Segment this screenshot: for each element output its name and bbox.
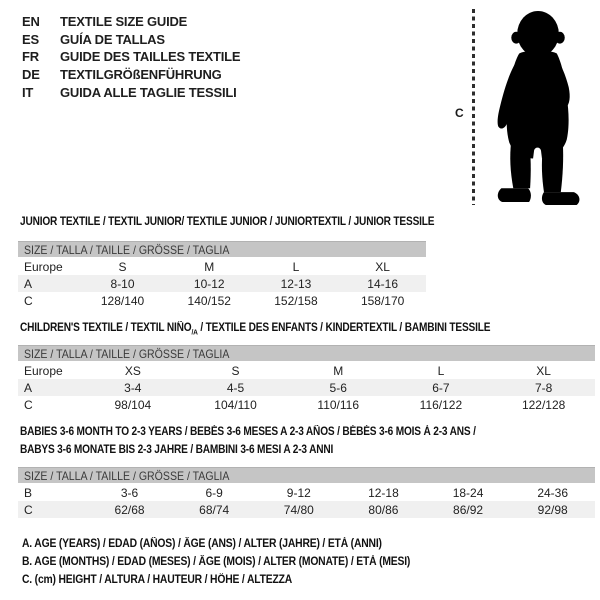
measurement-legend [22, 538, 453, 592]
children-title-pre: CHILDREN'S TEXTILE / TEXTIL NIÑO [20, 322, 192, 334]
row-label: C [24, 502, 33, 517]
junior-section-title [20, 216, 434, 228]
language-row-es [22, 31, 240, 49]
table-cell: 104/110 [214, 397, 257, 412]
table-cell: 158/170 [360, 293, 405, 308]
language-row-fr [22, 48, 240, 66]
size-header-text: SIZE / TALLA / TAILLE / GRÖSSE / TAGLIA [24, 469, 230, 483]
row-label: C [24, 293, 33, 308]
table-cell: 6-7 [432, 380, 450, 395]
row-label: A [24, 380, 33, 395]
table-cell: 3-4 [124, 380, 142, 395]
table-cell: 80/86 [368, 502, 399, 517]
table-cell: 62/68 [114, 502, 145, 517]
size-header-bar [18, 467, 595, 483]
table-cell: 4-5 [226, 380, 245, 395]
babies-section-title-line1 [20, 426, 476, 438]
babies-table-body [18, 484, 595, 518]
language-label: TEXTILE SIZE GUIDE [60, 14, 188, 30]
children-table-body [18, 362, 595, 413]
size-header-bar [18, 345, 595, 361]
language-label: GUÍA DE TALLAS [60, 31, 165, 47]
table-cell: 116/122 [419, 397, 463, 412]
table-cell: 8-10 [110, 276, 135, 291]
legend-line-c: C. (cm) HEIGHT / ALTURA / HAUTEUR / HÖHE / ALTEZZA [22, 574, 293, 586]
legend-line-b: B. AGE (MONTHS) / EDAD (MESES) / ÂGE (MOIS) / ALTER (MONATE) / ETÀ (MESI) [22, 556, 411, 568]
language-code: IT [22, 84, 34, 100]
children-size-table [18, 345, 595, 413]
table-cell: 92/98 [537, 502, 568, 517]
table-row-age [18, 379, 595, 396]
junior-size-table [18, 241, 426, 309]
language-label: GUIDA ALLE TAGLIE TESSILI [60, 84, 237, 100]
table-cell: L [437, 363, 445, 378]
language-title-list [22, 13, 240, 101]
table-cell: 128/140 [100, 293, 145, 308]
table-cell: 12-13 [280, 276, 312, 291]
table-cell: 68/74 [199, 502, 230, 517]
language-code: DE [22, 67, 40, 83]
table-cell: S [118, 259, 127, 274]
table-cell: 110/116 [317, 397, 360, 412]
children-title-post: / TEXTILE DES ENFANTS / KINDERTEXTIL / BAMBINI TESSILE [197, 322, 491, 334]
babies-size-table [18, 467, 595, 518]
table-cell: 5-6 [329, 380, 347, 395]
height-measure-dashed-line [472, 9, 475, 205]
toddler-silhouette-icon [483, 8, 598, 208]
table-cell: 74/80 [283, 502, 314, 517]
children-section-title [20, 322, 490, 336]
babies-title-text-line2: BABYS 3-6 MONATE BIS 2-3 JAHRE / BAMBINI 3-6 MESI A 2-3 ANNI [20, 444, 334, 456]
table-cell: L [292, 259, 300, 274]
row-label: Europe [24, 259, 63, 274]
language-row-en [22, 13, 240, 31]
table-cell: XL [536, 363, 551, 378]
table-cell: 9-12 [286, 485, 311, 500]
table-cell: 3-6 [120, 485, 139, 500]
table-cell: 12-18 [368, 485, 399, 500]
table-row-height [18, 396, 595, 413]
table-cell: M [333, 363, 344, 378]
junior-title-text: JUNIOR TEXTILE / TEXTIL JUNIOR/ TEXTILE JUNIOR / JUNIORTEXTIL / JUNIOR TESSILE [20, 216, 435, 228]
table-row-height [18, 501, 595, 518]
row-label: B [24, 485, 33, 500]
babies-title-text-line1: BABIES 3-6 MONTH TO 2-3 YEARS / BEBÉS 3-6 MESES A 2-3 AÑOS / BÉBÉS 3-6 MOIS À 2-3 ANS / [20, 426, 476, 438]
size-header-text: SIZE / TALLA / TAILLE / GRÖSSE / TAGLIA [24, 347, 230, 361]
table-cell: 140/152 [187, 293, 231, 308]
language-row-it [22, 83, 240, 101]
babies-section-title-line2 [20, 444, 333, 456]
children-title-subscript: /A [191, 327, 198, 337]
language-row-de [22, 66, 240, 84]
table-cell: 86/92 [453, 502, 484, 517]
height-measure-label: C [455, 106, 464, 120]
table-cell: 6-9 [205, 485, 223, 500]
language-label: TEXTILGRÖßENFÜHRUNG [60, 67, 222, 83]
table-cell: XS [124, 363, 141, 378]
table-row-europe [18, 258, 426, 275]
table-cell: 18-24 [452, 485, 484, 500]
size-header-bar [18, 241, 426, 257]
row-label: Europe [24, 363, 63, 378]
table-cell: 152/158 [274, 293, 318, 308]
table-cell: 24-36 [537, 485, 569, 500]
language-code: ES [22, 31, 39, 47]
table-cell: 14-16 [367, 276, 398, 291]
language-code: FR [22, 49, 39, 65]
table-cell: 98/104 [114, 397, 152, 412]
table-cell: XL [375, 259, 390, 274]
row-label: A [24, 276, 33, 291]
row-label: C [24, 397, 33, 412]
table-cell: 122/128 [521, 397, 566, 412]
language-label: GUIDE DES TAILLES TEXTILE [60, 49, 241, 65]
table-row-height [18, 292, 426, 309]
junior-table-body [18, 258, 426, 309]
table-cell: 7-8 [534, 380, 553, 395]
table-row-age [18, 275, 426, 292]
table-cell: S [231, 363, 240, 378]
table-cell: 10-12 [193, 276, 225, 291]
size-header-text: SIZE / TALLA / TAILLE / GRÖSSE / TAGLIA [24, 243, 230, 257]
legend-line-a: A. AGE (YEARS) / EDAD (AÑOS) / ÂGE (ANS) / ALTER (JAHRE) / ETÀ (ANNI) [22, 538, 382, 550]
table-row-europe [18, 362, 595, 379]
table-cell: M [204, 259, 215, 274]
language-code: EN [22, 14, 40, 30]
table-row-months [18, 484, 595, 501]
